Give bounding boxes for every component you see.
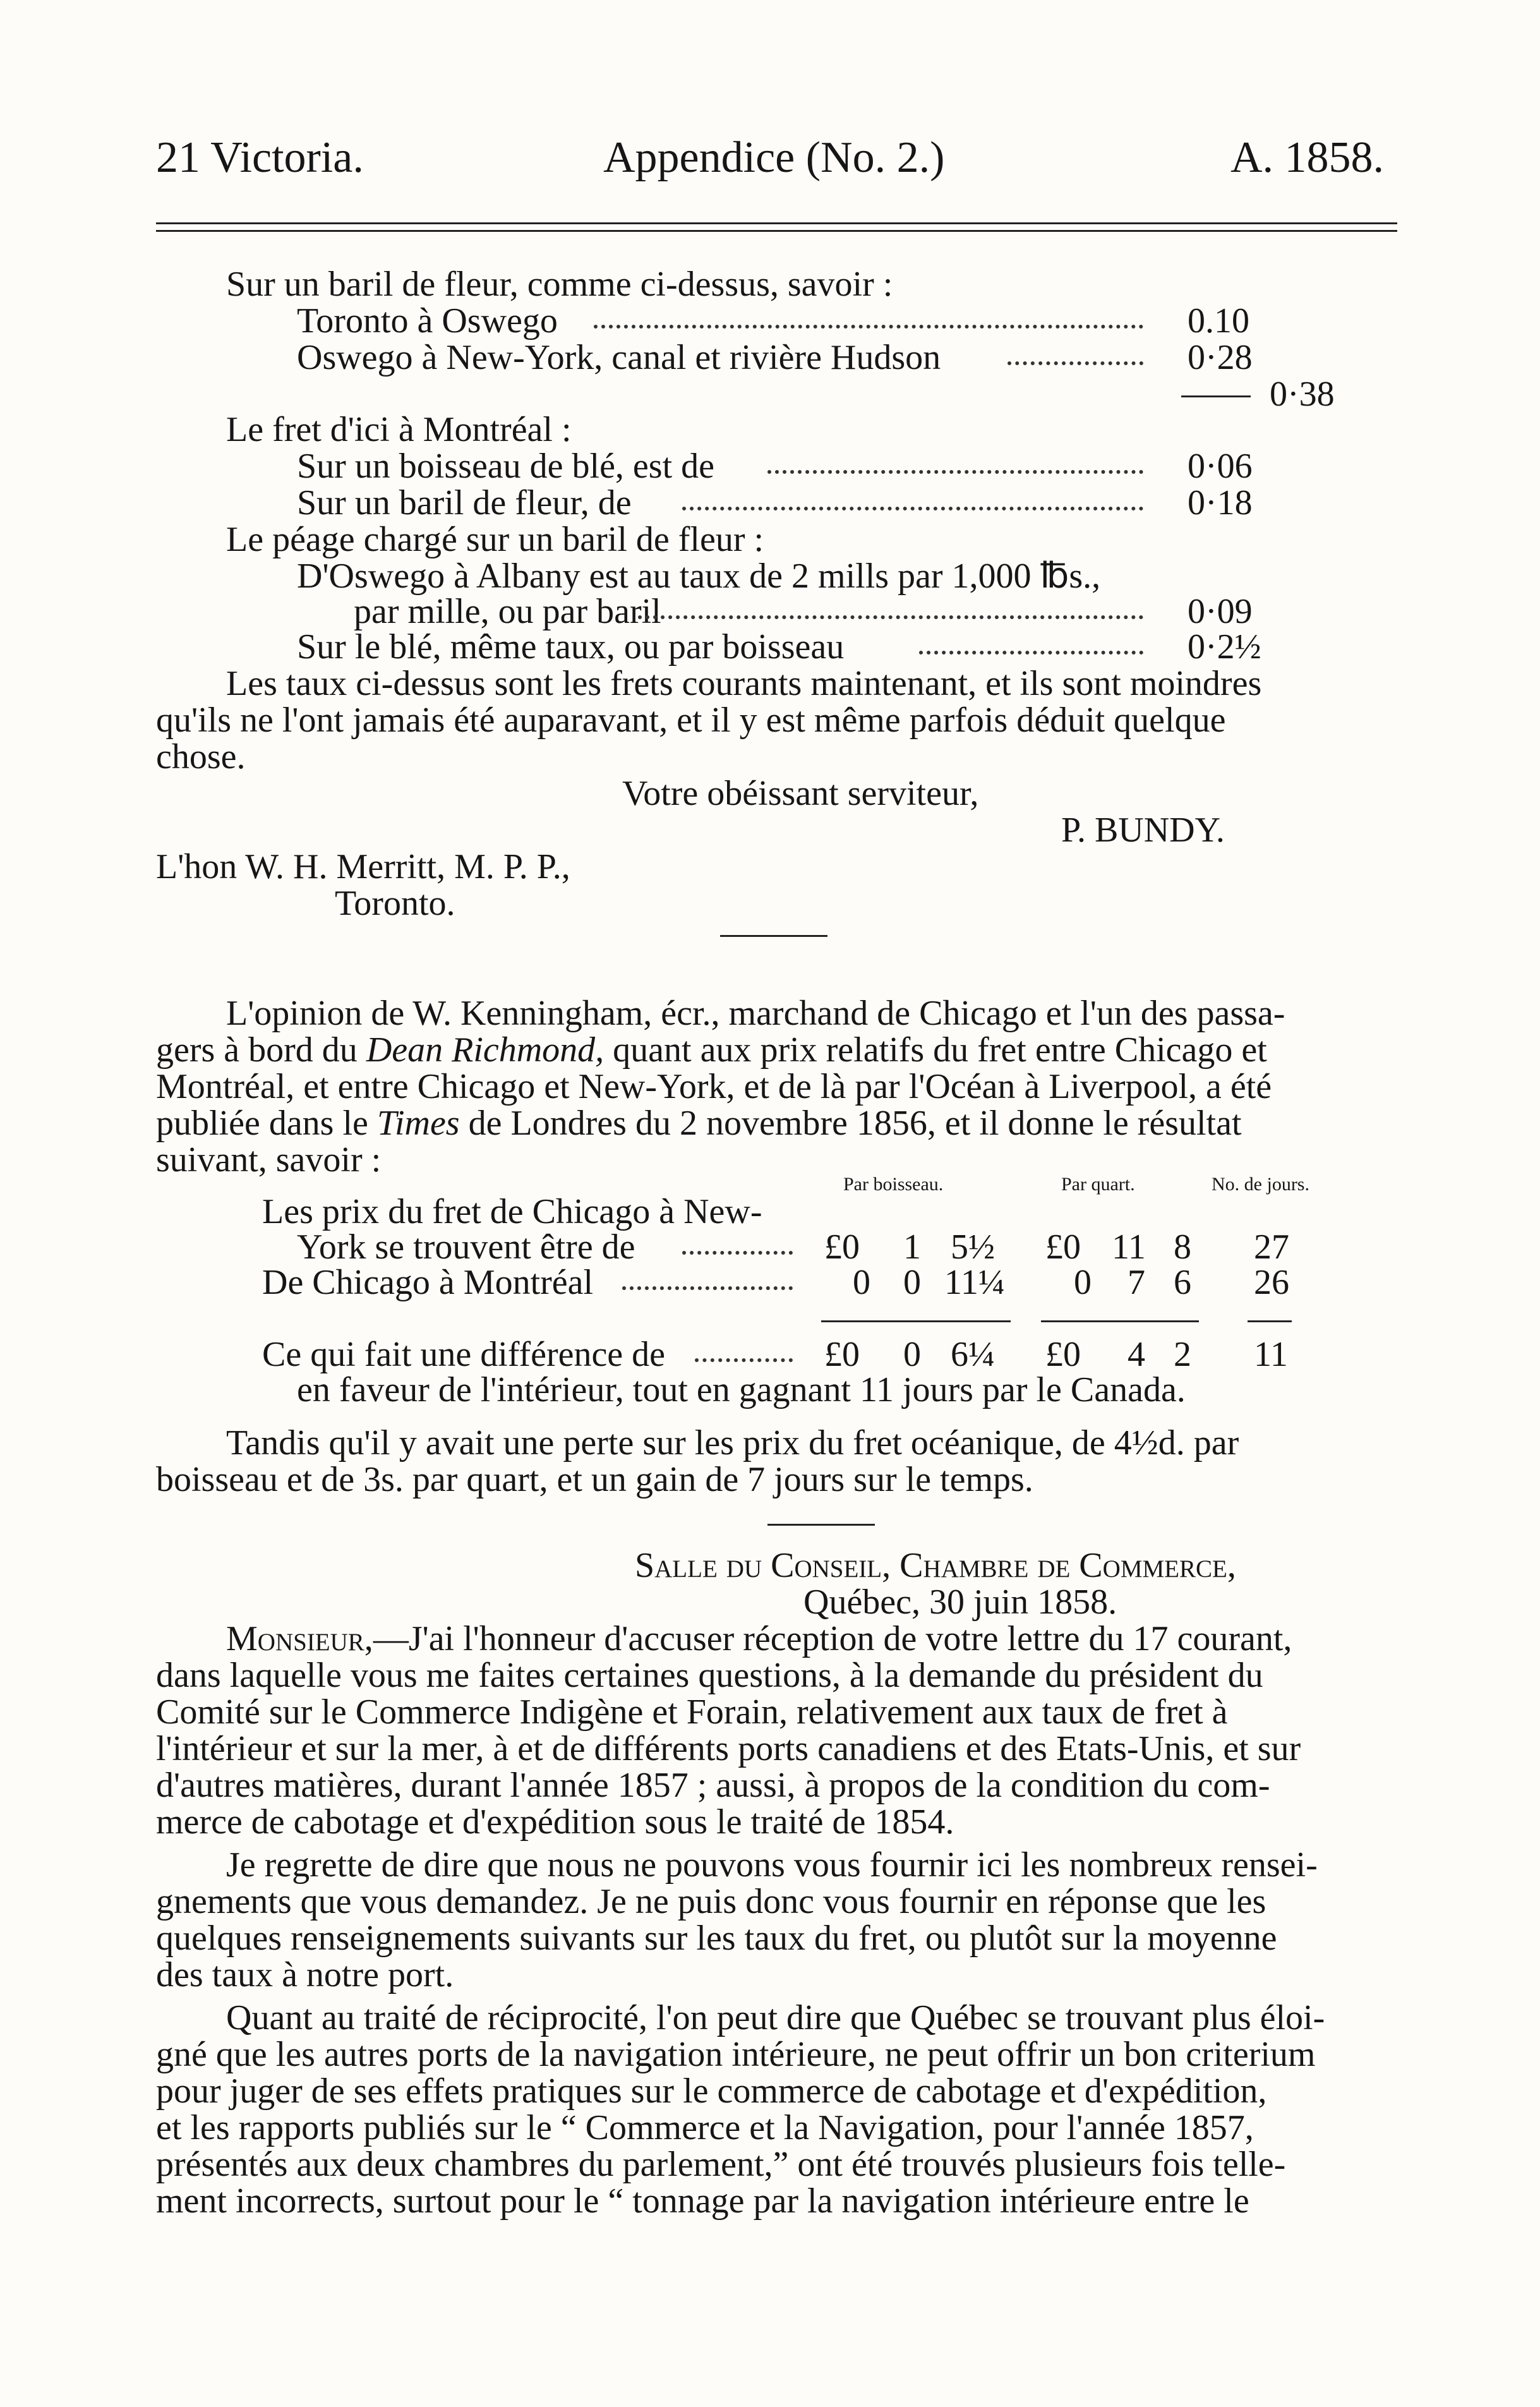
row-a2-label: Oswego à New-York, canal et rivière Hudson (297, 338, 941, 377)
sum-rule (1181, 395, 1251, 397)
table-row1-label2: York se trouvent être de (297, 1228, 635, 1267)
letter2-p1-line6: merce de cabotage et d'expédition sous le traité de 1854. (156, 1802, 954, 1842)
letter2-p3-line2: gné que les autres ports de la navigation intérieure, ne peut offrir un bon criterium (156, 2035, 1316, 2074)
r2-b-pence: 11¼ (944, 1263, 1005, 1302)
opinion-line5: suivant, savoir : (156, 1140, 382, 1179)
sum-rule-jours (1248, 1320, 1292, 1322)
r3-days: 11 (1254, 1335, 1288, 1374)
table-row1-label1: Les prix du fret de Chicago à New- (262, 1192, 762, 1231)
row-a1-value: 0.10 (1188, 301, 1249, 341)
letter2-p3-line1: Quant au traité de réciprocité, l'on peut dire que Québec se trouvant plus éloi- (226, 1998, 1325, 2037)
letter2-p3-line6: ment incorrects, surtout pour le “ tonnage par la navigation intérieure entre le (156, 2181, 1249, 2221)
fret-intro: Le fret d'ici à Montréal : (226, 410, 572, 449)
letter2-p2-line4: des taux à notre port. (156, 1955, 454, 1994)
peage-row3-value: 0·2½ (1188, 627, 1261, 667)
dot-leader (594, 325, 1143, 329)
r1-days: 27 (1254, 1228, 1289, 1267)
table-row2-label: De Chicago à Montréal (262, 1263, 594, 1302)
letter2-p1-line5: d'autres matières, durant l'année 1857 ; aussi, à propos de la condition du com- (156, 1766, 1270, 1805)
r2-q-shillings: 7 (1128, 1263, 1145, 1302)
letter2-date: Québec, 30 juin 1858. (803, 1583, 1117, 1622)
r3-b-pence: 6¼ (951, 1335, 995, 1374)
letter2-p3-line3: pour juger de ses effets pratiques sur le commerce de cabotage et d'expédition, (156, 2072, 1267, 2111)
r3-b-pounds: £0 (824, 1335, 860, 1374)
r3-q-pence: 2 (1174, 1335, 1191, 1374)
r1-q-shillings: 11 (1112, 1228, 1146, 1267)
peage-intro: Le péage chargé sur un baril de fleur : (226, 520, 764, 559)
r2-b-pounds: 0 (853, 1263, 870, 1302)
dot-leader (695, 1358, 793, 1362)
letter2-p1-line1: Monsieur,—J'ai l'honneur d'accuser réception de votre lettre du 17 courant, (226, 1619, 1292, 1658)
r1-b-pounds: £0 (824, 1228, 860, 1267)
letter2-p3-line5: présentés aux deux chambres du parlement,” ont été trouvés plusieurs fois telle- (156, 2145, 1286, 2184)
newspaper-name: Times (376, 1104, 460, 1143)
sum-rule-boisseau (821, 1320, 1011, 1322)
col-header-quart: Par quart. (1061, 1174, 1135, 1195)
row-b2-value: 0·18 (1188, 483, 1253, 522)
total-a: 0·38 (1270, 375, 1335, 414)
peage-row3-label: Sur le blé, même taux, ou par boisseau (297, 627, 845, 667)
letter2-p1-line4: l'intérieur et sur la mer, à et de différents ports canadiens et des Etats-Unis, et sur (156, 1729, 1301, 1768)
table-row3-label: Ce qui fait une différence de (262, 1335, 666, 1374)
r3-q-shillings: 4 (1128, 1335, 1145, 1374)
section-divider-2 (767, 1524, 875, 1526)
dot-leader (1008, 361, 1143, 365)
peage-row2-value: 0·09 (1188, 592, 1253, 631)
ship-name: Dean Richmond, (366, 1030, 605, 1070)
salutation: Monsieur, (226, 1619, 373, 1658)
signature: P. BUNDY. (1061, 811, 1225, 850)
letter2-p3-line4: et les rapports publiés sur le “ Commerce et la Navigation, pour l'année 1857, (156, 2108, 1254, 2147)
dot-leader (682, 1251, 793, 1255)
dot-leader (919, 651, 1143, 655)
row-a2-value: 0·28 (1188, 338, 1253, 377)
r1-b-shillings: 1 (903, 1228, 921, 1267)
r3-q-pounds: £0 (1045, 1335, 1081, 1374)
r1-q-pounds: £0 (1045, 1228, 1081, 1267)
addressee-place: Toronto. (335, 884, 455, 923)
peage-row2-label: par mille, ou par baril (354, 592, 661, 631)
r1-b-pence: 5½ (951, 1228, 995, 1267)
sum-rule-quart (1041, 1320, 1199, 1322)
r2-days: 26 (1254, 1263, 1289, 1302)
letter2-p2-line1: Je regrette de dire que nous ne pouvons vous fournir ici les nombreux rensei- (226, 1845, 1318, 1885)
r2-b-shillings: 0 (903, 1263, 921, 1302)
header-right: A. 1858. (1230, 133, 1385, 182)
letter2-p1-line3: Comité sur le Commerce Indigène et Forain, relativement aux taux de fret à (156, 1692, 1228, 1732)
r2-q-pounds: 0 (1074, 1263, 1092, 1302)
dot-leader (622, 1286, 793, 1290)
dot-leader (767, 470, 1143, 474)
r2-q-pence: 6 (1174, 1263, 1191, 1302)
letter1-para-line3: chose. (156, 737, 246, 776)
row-a1-label: Toronto à Oswego (297, 301, 558, 341)
letter2-p2-line3: quelques renseignements suivants sur les taux du fret, ou plutôt sur la moyenne (156, 1919, 1277, 1958)
peage-line1: D'Oswego à Albany est au taux de 2 mills par 1,000 ℔s., (297, 557, 1101, 596)
closing: Votre obéissant serviteur, (622, 774, 979, 813)
dot-leader (638, 615, 1143, 619)
header-center: Appendice (No. 2.) (603, 133, 945, 182)
opinion-line1: L'opinion de W. Kenningham, écr., marchand de Chicago et l'un des passa- (226, 994, 1285, 1033)
opinion-line2: gers à bord du Dean Richmond, quant aux prix relatifs du fret entre Chicago et (156, 1030, 1267, 1070)
header-left: 21 Victoria. (156, 133, 364, 182)
letter2-place: Salle du Conseil, Chambre de Commerce, (635, 1546, 1236, 1585)
dot-leader (682, 507, 1143, 510)
header-rule-top (156, 222, 1397, 224)
addressee: L'hon W. H. Merritt, M. P. P., (156, 847, 570, 886)
tandis-line1: Tandis qu'il y avait une perte sur les prix du fret océanique, de 4½d. par (226, 1423, 1239, 1463)
row-b2-label: Sur un baril de fleur, de (297, 483, 632, 522)
r1-q-pence: 8 (1174, 1228, 1191, 1267)
favour-line: en faveur de l'intérieur, tout en gagnant 11 jours par le Canada. (297, 1370, 1186, 1409)
header-rule-bottom (156, 230, 1397, 232)
opinion-line4: publiée dans le Times de Londres du 2 novembre 1856, et il donne le résultat (156, 1104, 1242, 1143)
tandis-line2: boisseau et de 3s. par quart, et un gain de 7 jours sur le temps. (156, 1460, 1033, 1499)
letter2-p2-line2: gnements que vous demandez. Je ne puis donc vous fournir en réponse que les (156, 1882, 1266, 1921)
opinion-line3: Montréal, et entre Chicago et New-York, et de là par l'Océan à Liverpool, a été (156, 1067, 1272, 1106)
col-header-jours: No. de jours. (1212, 1174, 1309, 1195)
letter2-p1-line2: dans laquelle vous me faites certaines questions, à la demande du président du (156, 1656, 1263, 1695)
section-divider (720, 935, 827, 937)
letter1-para-line1: Les taux ci-dessus sont les frets courants maintenant, et ils sont moindres (226, 664, 1262, 703)
letter1-para-line2: qu'ils ne l'ont jamais été auparavant, et il y est même parfois déduit quelque (156, 701, 1226, 740)
r3-b-shillings: 0 (903, 1335, 921, 1374)
letter1-intro: Sur un baril de fleur, comme ci-dessus, savoir : (226, 265, 893, 304)
row-b1-value: 0·06 (1188, 447, 1253, 486)
row-b1-label: Sur un boisseau de blé, est de (297, 447, 714, 486)
col-header-boisseau: Par boisseau. (843, 1174, 944, 1195)
